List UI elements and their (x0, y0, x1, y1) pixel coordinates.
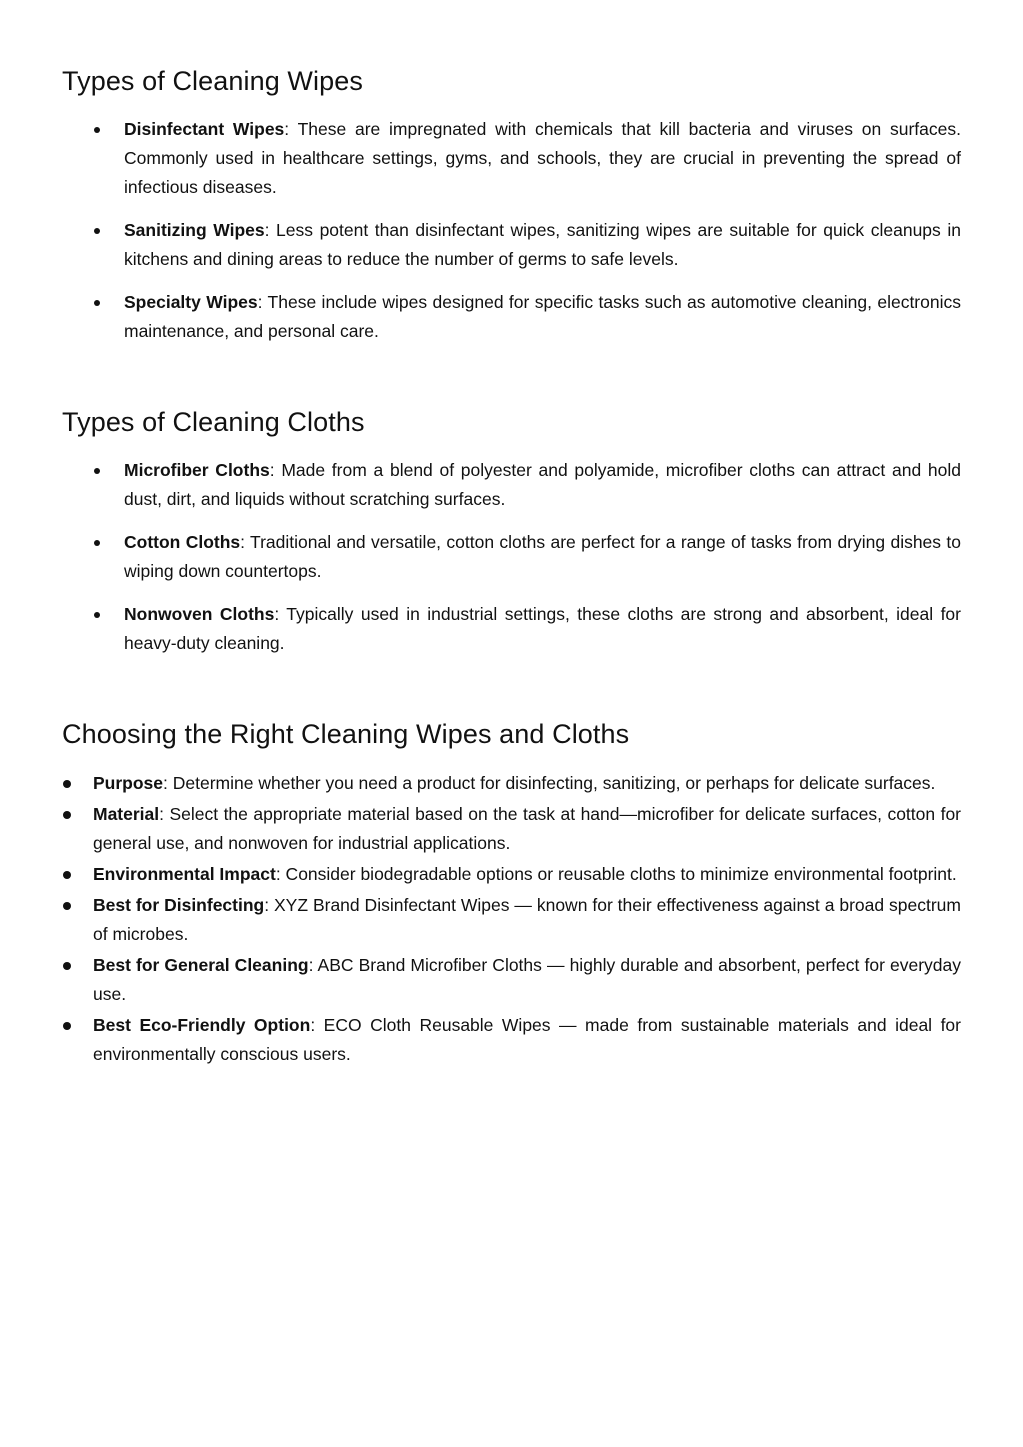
list-item (62, 860, 961, 889)
list-item (62, 1011, 961, 1069)
list-item (62, 456, 961, 514)
bullet-icon (94, 540, 100, 546)
bullet-icon (63, 780, 71, 788)
list-item (62, 216, 961, 274)
item-term: Microfiber Cloths (124, 460, 270, 480)
list-item (62, 951, 961, 1009)
item-term: Environmental Impact (93, 864, 276, 884)
item-text: : Made from a blend of polyester and polyamide, microfiber cloths can attract and hold dust, dirt, and liquids without scratching surfaces. (124, 460, 961, 509)
item-text: : Less potent than disinfectant wipes, sanitizing wipes are suitable for quick cleanups in kitchens and dining areas to reduce the number of germs to safe levels. (124, 220, 961, 269)
item-term: Cotton Cloths (124, 532, 241, 552)
list-item (62, 600, 961, 658)
bullet-icon (63, 962, 71, 970)
item-term: Best for General Cleaning (93, 955, 309, 975)
item-term: Best for Disinfecting (93, 895, 265, 915)
item-term: Nonwoven Cloths (124, 604, 275, 624)
bullet-icon (63, 1022, 71, 1030)
item-text: : Consider biodegradable options or reusable cloths to minimize environmental footprint. (275, 864, 957, 884)
bullet-icon (63, 902, 71, 910)
section-heading-wipes: Types of Cleaning Wipes (62, 66, 363, 96)
item-text: : Select the appropriate material based on the task at hand—microfiber for delicate surfaces, cotton for general use, and nonwoven for industrial applications. (93, 804, 961, 853)
list-item (62, 288, 961, 346)
item-term: Best Eco-Friendly Option (93, 1015, 311, 1035)
item-term: Material (93, 804, 160, 824)
item-term: Specialty Wipes (124, 292, 258, 312)
bullet-icon (63, 871, 71, 879)
item-text: : These are impregnated with chemicals that kill bacteria and viruses on surfaces. Commonly used in healthcare settings, gyms, and schools, they are crucial in preventing the spread of infectious diseases. (124, 119, 961, 197)
bullet-icon (94, 228, 100, 234)
list-item (62, 528, 961, 586)
choosing-list (62, 769, 961, 1069)
bullet-icon (63, 811, 71, 819)
cloths-list (62, 456, 961, 658)
item-text: : ECO Cloth Reusable Wipes — made from sustainable materials and ideal for environmentally conscious users. (93, 1015, 961, 1064)
item-text: : Typically used in industrial settings, these cloths are strong and absorbent, ideal for heavy-duty cleaning. (124, 604, 961, 653)
wipes-list (62, 115, 961, 346)
item-term: Purpose (93, 773, 164, 793)
item-term: Disinfectant Wipes (124, 119, 285, 139)
list-item (62, 115, 961, 202)
bullet-icon (94, 612, 100, 618)
item-text: : Traditional and versatile, cotton cloths are perfect for a range of tasks from drying dishes to wiping down countertops. (124, 532, 961, 581)
item-text: : These include wipes designed for specific tasks such as automotive cleaning, electronics maintenance, and personal care. (124, 292, 961, 341)
section-heading-choosing: Choosing the Right Cleaning Wipes and Cloths (62, 719, 630, 749)
bullet-icon (94, 127, 100, 133)
item-text: : XYZ Brand Disinfectant Wipes — known for their effectiveness against a broad spectrum of microbes. (93, 895, 961, 944)
document-page (62, 0, 961, 1071)
item-text: : Determine whether you need a product for disinfecting, sanitizing, or perhaps for delicate surfaces. (163, 773, 936, 793)
bullet-icon (94, 468, 100, 474)
list-item (62, 891, 961, 949)
list-item (62, 769, 961, 798)
bullet-icon (94, 300, 100, 306)
item-term: Sanitizing Wipes (124, 220, 265, 240)
section-heading-cloths: Types of Cleaning Cloths (62, 407, 365, 437)
list-item (62, 800, 961, 858)
item-text: : ABC Brand Microfiber Cloths — highly durable and absorbent, perfect for everyday use. (93, 955, 961, 1004)
